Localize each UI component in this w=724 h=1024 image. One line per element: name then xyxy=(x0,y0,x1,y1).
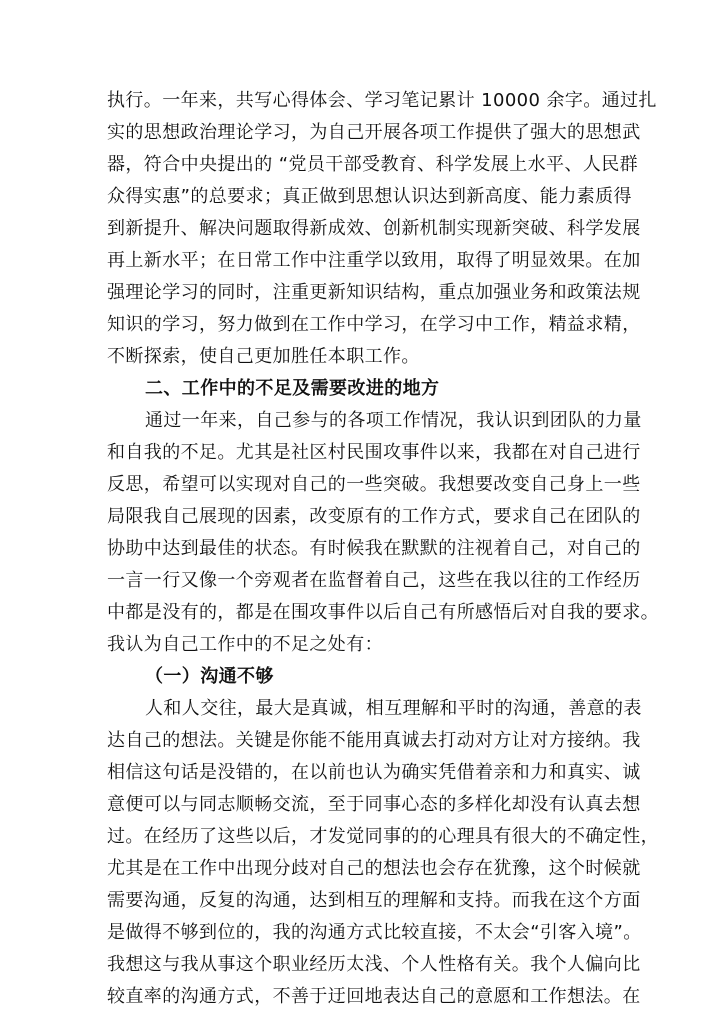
paragraph-line: 反思，希望可以实现对自己的一些突破。我想要改变自己身上一些 xyxy=(107,474,641,495)
paragraph-line: 达自己的想法。关键是你能不能用真诚去打动对方让对方接纳。我 xyxy=(107,730,641,751)
paragraph-line: 执行。一年来，共写心得体会、学习笔记累计 10000 余字。通过扎 xyxy=(107,90,657,111)
paragraph-line: 众得实惠”的总要求；真正做到思想认识达到新高度、能力素质得 xyxy=(107,186,632,207)
paragraph-line: 知识的学习，努力做到在工作中学习，在学习中工作，精益求精， xyxy=(107,314,641,335)
paragraph-line: 到新提升、解决问题取得新成效、创新机制实现新突破、科学发展 xyxy=(107,218,641,239)
paragraph-line: 过。在经历了这些以后，才发觉同事的的心理具有很大的不确定性， xyxy=(107,826,659,847)
paragraph-line: 相信这句话是没错的，在以前也认为确实凭借着亲和力和真实、诚 xyxy=(107,762,641,783)
paragraph-line: 不断探索，使自己更加胜任本职工作。 xyxy=(107,346,420,367)
subsection-heading: （一）沟通不够 xyxy=(145,666,274,687)
section-heading: 二、工作中的不足及需要改进的地方 xyxy=(145,378,440,399)
paragraph-line: 我想这与我从事这个职业经历太浅、个人性格有关。我个人偏向比 xyxy=(107,954,641,975)
paragraph-line: 局限我自己展现的因素，改变原有的工作方式，要求自己在团队的 xyxy=(107,506,641,527)
paragraph-line: 实的思想政治理论学习，为自己开展各项工作提供了强大的思想武 xyxy=(107,122,641,143)
paragraph-line: 器，符合中央提出的 “党员干部受教育、科学发展上水平、人民群 xyxy=(107,154,639,175)
paragraph-line: 我认为自己工作中的不足之处有： xyxy=(107,634,383,655)
paragraph-line: 人和人交往，最大是真诚，相互理解和平时的沟通，善意的表 xyxy=(145,698,642,719)
paragraph-line: 一言一行又像一个旁观者在监督着自己，这些在我以往的工作经历 xyxy=(107,570,641,591)
paragraph-line: 中都是没有的，都是在围攻事件以后自己有所感悟后对自我的要求。 xyxy=(107,602,659,623)
paragraph-line: 需要沟通，反复的沟通，达到相互的理解和支持。而我在这个方面 xyxy=(107,890,641,911)
paragraph-line: 再上新水平；在日常工作中注重学以致用，取得了明显效果。在加 xyxy=(107,250,641,271)
paragraph-line: 尤其是在工作中出现分歧对自己的想法也会存在犹豫，这个时候就 xyxy=(107,858,641,879)
paragraph-line: 协助中达到最佳的状态。有时候我在默默的注视着自己，对自己的 xyxy=(107,538,641,559)
paragraph-line: 是做得不够到位的，我的沟通方式比较直接，不太会“引客入境”。 xyxy=(107,922,642,943)
paragraph-line: 强理论学习的同时，注重更新知识结构，重点加强业务和政策法规 xyxy=(107,282,641,303)
paragraph-line: 和自我的不足。尤其是社区村民围攻事件以来，我都在对自己进行 xyxy=(107,442,641,463)
paragraph-line: 较直率的沟通方式，不善于迂回地表达自己的意愿和工作想法。在 xyxy=(107,986,641,1007)
paragraph-line: 通过一年来，自己参与的各项工作情况，我认识到团队的力量 xyxy=(145,410,642,431)
paragraph-line: 意便可以与同志顺畅交流，至于同事心态的多样化却没有认真去想 xyxy=(107,794,641,815)
